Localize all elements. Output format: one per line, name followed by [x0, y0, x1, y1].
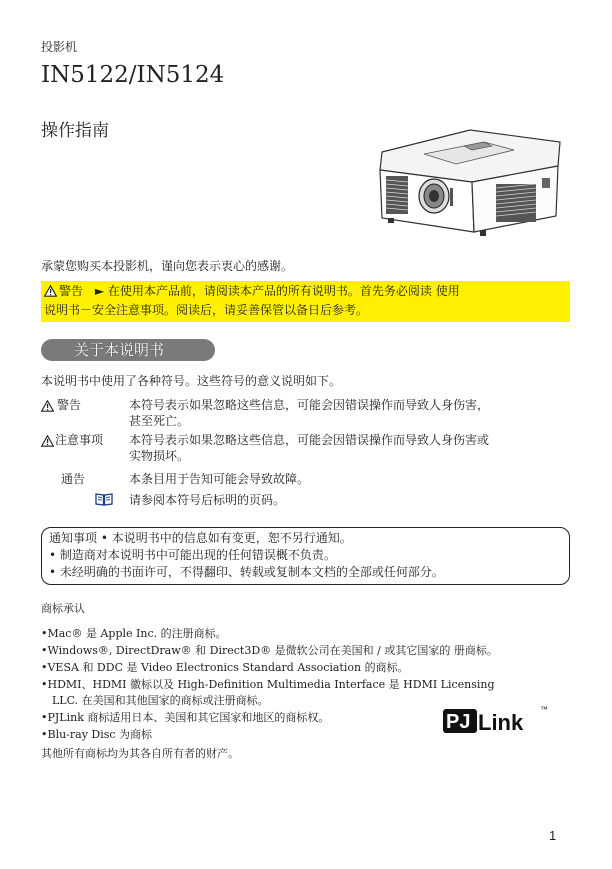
warning-triangle-icon — [44, 285, 57, 297]
symbol-term-warning: 警告 — [57, 398, 82, 412]
warning-text-line1: ► 在使用本产品前，请阅读本产品的所有说明书。首先务必阅读 使用 — [94, 284, 460, 298]
trademark-item: •VESA 和 DDC 是 Video Electronics Standard Association 的商标。 — [41, 661, 409, 674]
symbols-intro: 本说明书中使用了各种符号。这些符号的意义说明如下。 — [41, 374, 342, 388]
trademarks-footer: 其他所有商标均为其各自所有者的财产。 — [41, 747, 239, 760]
svg-text:Link: Link — [478, 710, 524, 735]
warning-banner — [41, 281, 570, 322]
page-number: 1 — [549, 828, 557, 843]
symbol-desc-warning-line2: 甚至死亡。 — [129, 414, 190, 428]
product-category: 投影机 — [41, 40, 78, 54]
svg-text:PJ: PJ — [446, 711, 471, 733]
warning-triangle-icon — [41, 400, 54, 412]
trademarks-title: 商标承认 — [41, 602, 85, 615]
model-name: IN5122/IN5124 — [41, 62, 225, 88]
symbol-desc-warning-line1: 本符号表示如果忽略这些信息，可能会因错误操作而导致人身伤害， — [129, 398, 490, 412]
notice-box — [41, 527, 570, 585]
notice-line1: 通知事项 • 本说明书中的信息如有变更，恕不另行通知。 — [49, 531, 352, 545]
symbol-desc-caution-line2: 实物损坏。 — [129, 449, 190, 463]
symbol-desc-notice: 本条目用于告知可能会导致故障。 — [129, 472, 310, 486]
symbol-desc-caution-line1: 本符号表示如果忽略这些信息，可能会因错误操作而导致人身伤害或 — [129, 433, 490, 447]
projector-illustration — [374, 124, 574, 242]
notice-line2: • 制造商对本说明书中可能出现的任何错误概不负责。 — [49, 548, 336, 562]
trademark-item: •Mac® 是 Apple Inc. 的注册商标。 — [41, 627, 227, 640]
trademark-item: •Blu-ray Disc 为商标 — [41, 728, 153, 741]
warning-label: 警告 — [59, 284, 84, 298]
section-heading-about — [41, 339, 215, 361]
trademark-item: •HDMI、HDMI 徽标以及 High-Definition Multimedia Interface 是 HDMI Licensing — [41, 678, 495, 691]
guide-title: 操作指南 — [41, 121, 109, 141]
trademark-item: LLC. 在美国和其他国家的商标或注册商标。 — [52, 694, 269, 707]
warning-text-line2: 说明书－安全注意事项。阅读后，请妥善保管以备日后参考。 — [44, 303, 369, 317]
caution-triangle-icon — [41, 435, 54, 447]
trademark-item: •Windows®, DirectDraw® 和 Direct3D® 是微软公司在美国和 / 或其它国家的 册商标。 — [41, 644, 498, 657]
pjlink-tm: ™ — [540, 705, 548, 714]
thank-you-text: 承蒙您购买本投影机，谨向您表示衷心的感谢。 — [41, 259, 294, 273]
book-reference-icon — [95, 493, 113, 506]
symbol-desc-reference: 请参阅本符号后标明的页码。 — [129, 493, 286, 507]
notice-line3: • 未经明确的书面许可，不得翻印、转载或复制本文档的全部或任何部分。 — [49, 565, 444, 579]
pjlink-logo — [442, 705, 552, 737]
trademark-item: •PJLink 商标适用日本、美国和其它国家和地区的商标权。 — [41, 711, 330, 724]
section-title: 关于本说明书 — [74, 341, 165, 359]
symbol-term-notice: 通告 — [61, 472, 86, 486]
symbol-term-caution: 注意事项 — [55, 433, 104, 447]
